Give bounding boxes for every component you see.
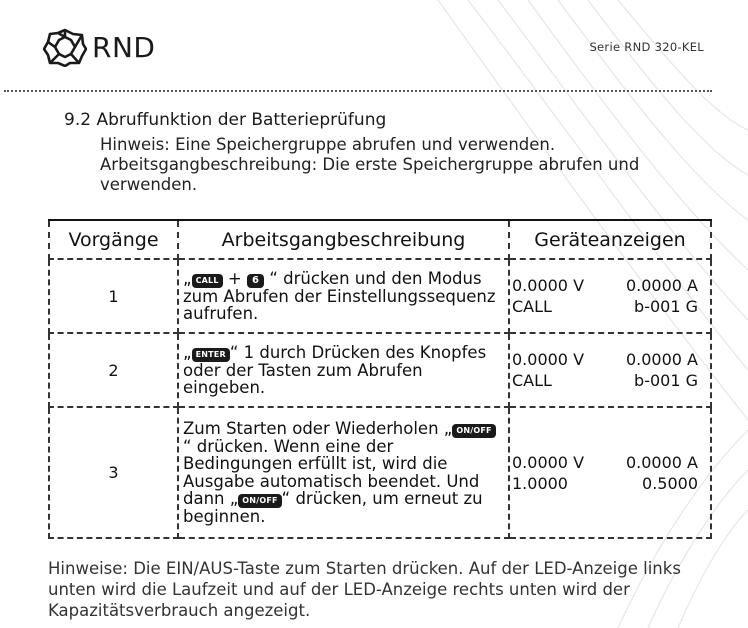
desc-text: “ 1 durch Drücken des Knopfes oder der Tasten zum Abrufen eingeben. <box>183 342 487 397</box>
display-setting-2: 0.5000 <box>642 473 698 493</box>
section-title: 9.2 Abruffunktion der Batterieprüfung <box>64 110 387 130</box>
step-description <box>178 259 509 333</box>
display-line <box>510 275 710 296</box>
desc-text: „ <box>183 268 192 288</box>
header-vorgaenge: Vorgänge <box>49 220 178 259</box>
display-line <box>510 452 710 473</box>
display-current: 0.0000 A <box>625 350 698 369</box>
device-display <box>509 333 711 407</box>
brand-name: RND <box>92 30 156 64</box>
header-divider <box>4 90 712 92</box>
table-row <box>49 259 711 333</box>
table-header-row <box>49 220 711 259</box>
footer-notes: Hinweise: Die EIN/AUS-Taste zum Starten drücken. Auf der LED-Anzeige links unten wird die Laufzeit und auf der LED-Anzeige rechts unten wird der Kapazitätsverbrauch angezeigt. <box>48 559 681 620</box>
desc-text: “ drücken, um erneut zu beginnen. <box>183 489 483 526</box>
desc-text: “ drücken und den Modus zum Abrufen der Einstellungssequenz aufrufen. <box>183 268 496 323</box>
display-group: b-001 G <box>634 297 698 316</box>
step-description <box>178 407 509 538</box>
device-display <box>509 259 711 333</box>
display-group: b-001 G <box>634 371 698 390</box>
brand-logo <box>43 27 155 67</box>
display-voltage: 0.0000 V <box>512 452 585 472</box>
step-number: 3 <box>49 407 178 538</box>
display-line <box>510 349 710 370</box>
desc-text: + <box>222 268 247 288</box>
header-beschreibung: Arbeitsgangbeschreibung <box>178 220 509 259</box>
display-line <box>510 296 710 317</box>
step-number: 1 <box>49 259 178 333</box>
display-setting-1: 1.0000 <box>512 473 568 493</box>
header-anzeigen: Geräteanzeigen <box>509 220 711 259</box>
display-current: 0.0000 A <box>625 452 698 472</box>
section-intro <box>100 135 700 195</box>
table-row <box>49 407 711 538</box>
page-header <box>0 0 748 92</box>
desc-text: “ drücken. Wenn eine der Bedingungen erfüllt ist, wird die Ausgabe automatisch beendet. Und dann „ <box>183 436 480 508</box>
call-key-icon: CALL <box>192 274 223 288</box>
display-line <box>510 370 710 391</box>
desc-text: Zum Starten oder Wiederholen „ <box>183 418 453 438</box>
operations-table <box>48 219 712 539</box>
enter-key-icon: ENTER <box>192 348 230 362</box>
display-current: 0.0000 A <box>625 276 698 295</box>
display-line <box>510 473 710 494</box>
rnd-logo-icon <box>43 27 87 67</box>
intro-note: Hinweis: Eine Speichergruppe abrufen und verwenden. <box>100 135 556 154</box>
display-mode: CALL <box>512 371 552 390</box>
display-voltage: 0.0000 V <box>512 350 585 369</box>
on-off-key-icon: ON/OFF <box>238 494 281 508</box>
six-key-icon: 6 <box>247 274 264 288</box>
intro-description: Arbeitsgangbeschreibung: Die erste Speichergruppe abrufen und verwenden. <box>100 155 640 194</box>
display-voltage: 0.0000 V <box>512 276 585 295</box>
device-display <box>509 407 711 538</box>
on-off-key-icon: ON/OFF <box>452 424 495 438</box>
display-mode: CALL <box>512 297 552 316</box>
desc-text: „ <box>183 342 192 362</box>
table-row <box>49 333 711 407</box>
step-number: 2 <box>49 333 178 407</box>
step-description <box>178 333 509 407</box>
series-label: Serie RND 320-KEL <box>589 40 704 54</box>
